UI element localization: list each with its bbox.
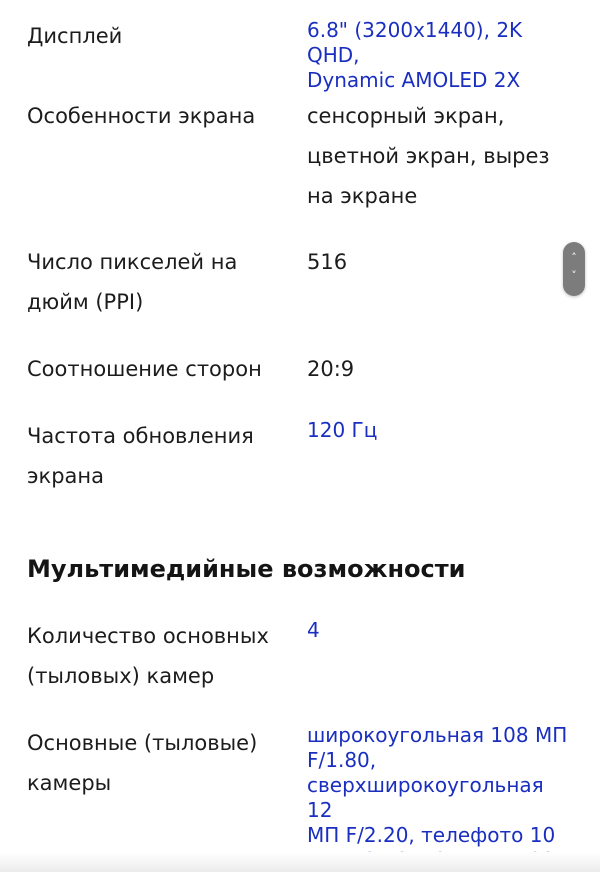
spec-value-screen-features: [307, 96, 572, 216]
spec-label-aspect-ratio: [27, 349, 277, 389]
spec-value-refresh-rate[interactable]: [307, 418, 572, 443]
spec-value-rear-cameras[interactable]: [307, 723, 572, 872]
label-line: Основные (тыловые): [27, 731, 258, 755]
label-line: Частота обновления: [27, 424, 254, 448]
spec-label-screen-features: [27, 96, 277, 136]
spec-value-ppi: [307, 242, 572, 282]
value-line: сенсорный экран,: [307, 104, 505, 128]
bottom-edge-shadow: [0, 852, 600, 872]
label-line: дюйм (PPI): [27, 290, 144, 314]
value-line: на экране: [307, 184, 418, 208]
value-line: цветной экран, вырез: [307, 144, 550, 168]
spec-value-camera-count[interactable]: [307, 618, 572, 643]
label-line: экрана: [27, 464, 105, 488]
label-line: Число пикселей на: [27, 250, 238, 274]
spec-value-display[interactable]: [307, 18, 572, 93]
spec-value-aspect-ratio: [307, 349, 572, 389]
value-line: 4: [307, 618, 320, 642]
spec-label-camera-count: [27, 616, 277, 696]
value-line: МП F/2.20, телефото 10: [307, 823, 556, 847]
value-line: 20:9: [307, 357, 355, 381]
label-line: (тыловых) камер: [27, 664, 215, 688]
value-line: 6.8" (3200x1440), 2K QHD,: [307, 18, 523, 67]
scroll-stepper[interactable]: [563, 242, 585, 296]
value-line: сверхширокоугольная 12: [307, 773, 544, 822]
label-line: Количество основных: [27, 624, 269, 648]
spec-label-ppi: [27, 242, 277, 322]
value-line: 120 Гц: [307, 418, 378, 442]
chevron-up-icon[interactable]: ˄: [571, 251, 577, 264]
spec-label-display: Дисплей: [27, 24, 123, 48]
value-line: широкоугольная 108 МП: [307, 723, 568, 747]
label-line: Соотношение сторон: [27, 357, 262, 381]
value-line: Dynamic AMOLED 2X: [307, 68, 521, 92]
spec-label-refresh-rate: [27, 416, 277, 496]
value-line: F/1.80,: [307, 748, 377, 772]
label-line: Особенности экрана: [27, 104, 256, 128]
value-line: 516: [307, 250, 348, 274]
section-title-multimedia: Мультимедийные возможности: [27, 555, 466, 583]
spec-label-rear-cameras: [27, 723, 277, 803]
label-line: камеры: [27, 771, 112, 795]
chevron-down-icon[interactable]: ˅: [571, 269, 577, 282]
